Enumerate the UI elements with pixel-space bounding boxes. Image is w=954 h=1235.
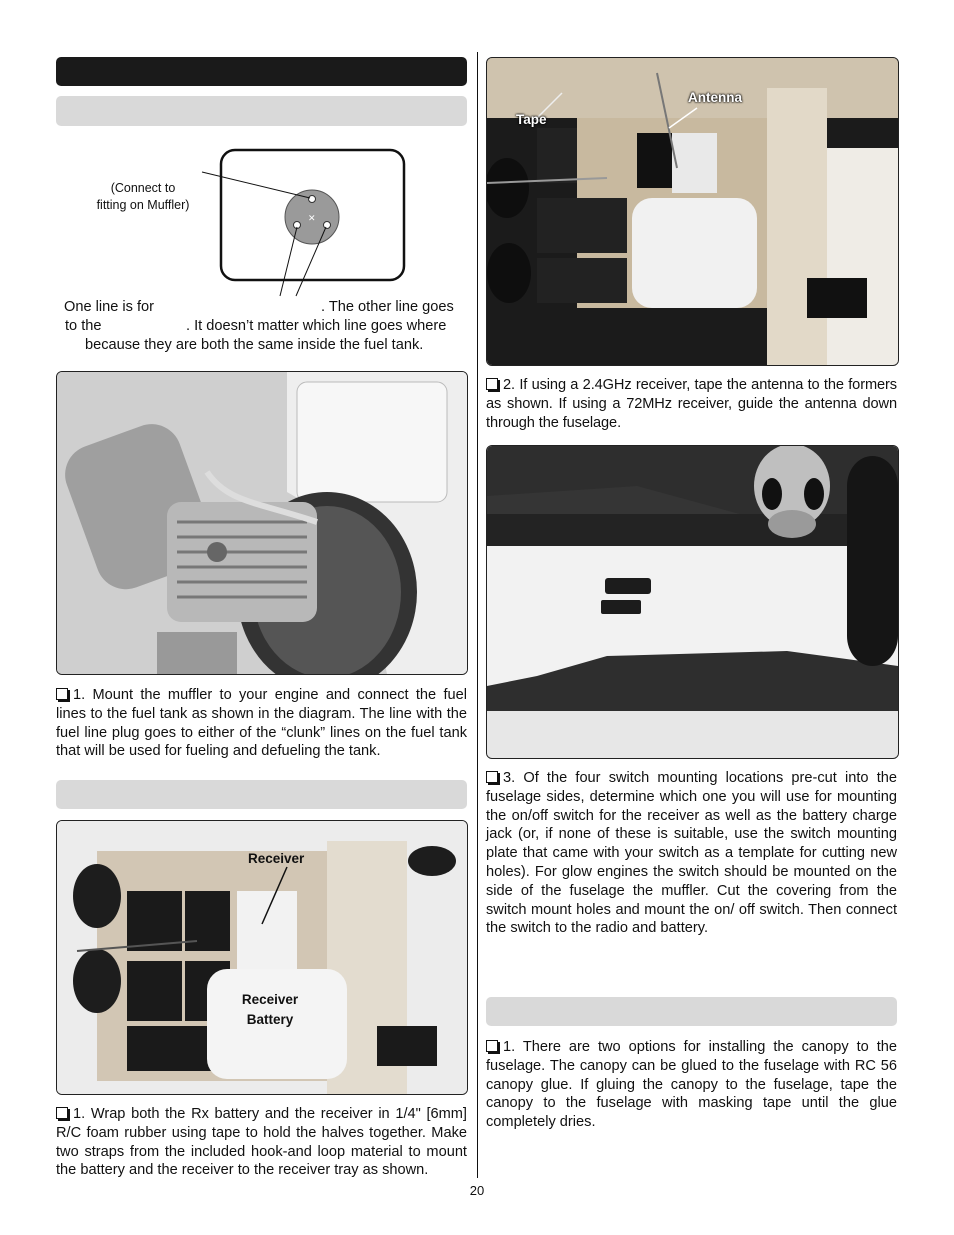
step-switch-text	[486, 769, 897, 938]
step-switch-body-2: For glow engines the switch should be mounted on the side of the fuselage	[486, 863, 897, 899]
subsection-header-bar-canopy	[486, 997, 897, 1026]
step-switch-body-3: the muffler. Cut the covering from the switch mount holes and mount the on/ off switch. Then connect the switch to the radio and battery.	[486, 882, 897, 937]
diagram-caption-line3: because they are both the same inside the fuel tank.	[85, 337, 424, 353]
engine-muffler-illustration	[57, 372, 467, 674]
step-muffler-text	[56, 686, 467, 761]
section-header-bar-top	[56, 57, 467, 86]
muffler-connect-label-line2: fitting on Muffler)	[96, 198, 190, 212]
diagram-caption	[56, 298, 467, 355]
diagram-caption-line2	[56, 317, 467, 336]
muffler-connect-label	[80, 180, 206, 214]
caption-line2-end: . It doesn’t matter which line goes where	[186, 318, 447, 334]
checkbox-muffler[interactable]	[56, 688, 68, 700]
engine-muffler-photo	[56, 371, 468, 675]
caption-line2-start: to the	[65, 318, 102, 334]
checkbox-antenna[interactable]	[486, 378, 498, 390]
step-canopy-text	[486, 1038, 897, 1132]
photo-label-antenna: Antenna	[688, 90, 742, 105]
switch-fuselage-illustration	[487, 446, 898, 758]
checkbox-switch[interactable]	[486, 771, 498, 783]
photo-label-tape: Tape	[516, 112, 547, 127]
step-canopy-body: 1. There are two options for installing the canopy to the fuselage. The canopy can be glued to the fuselage with RC 56 canopy glue. If gluing the canopy to the fuselage, tape the canopy to the fuselage with masking tape until the glue completely dries.	[486, 1039, 897, 1131]
checkbox-canopy[interactable]	[486, 1040, 498, 1052]
step-antenna-text	[486, 376, 897, 432]
step-antenna-body: 2. If using a 2.4GHz receiver, tape the antenna to the formers as shown. If using a 72MHz receiver, guide the antenna down through the fuselage.	[486, 377, 897, 431]
caption-line1-start: One line is for	[64, 299, 155, 315]
fuel-tank-diagram	[60, 145, 460, 300]
step-wrap-body: 1. Wrap both the Rx battery and the receiver in 1/4" [6mm] R/C foam rubber using tape to hold the halves together. Make two straps from the included hook-and loop material to mount the battery and the receiver to the receiver tray as shown.	[56, 1106, 467, 1179]
diagram-caption-line1	[56, 298, 467, 317]
step-wrap-text	[56, 1105, 467, 1180]
step-switch-body-1: 3. Of the four switch mounting locations pre-cut into the fuselage sides, determine which one you will use for mounting the on/off switch for the receiver as well as the battery charge jack (or, if none of these is suitable, use the switch mounting plate that came with your switch as a template for cutting new holes).	[486, 770, 897, 880]
column-divider	[477, 52, 478, 1178]
step-muffler-body: 1. Mount the muffler to your engine and connect the fuel lines to the fuel tank as shown in the diagram. The line with the fuel line plug goes to either of the “clunk” lines on the fuel tank that will be used for fueling and defueling the tank.	[56, 687, 467, 760]
photo-label-receiver-battery	[230, 990, 310, 1030]
muffler-connect-label-line1: (Connect to	[110, 181, 176, 195]
subsection-header-bar-radio	[56, 780, 467, 809]
fuel-tank-diagram-graphic	[60, 145, 460, 300]
photo-label-receiver-battery-line1: Receiver	[241, 992, 299, 1007]
svg-text:✕: ✕	[308, 214, 316, 224]
subsection-header-bar-fuel	[56, 96, 467, 126]
photo-label-receiver-battery-line2: Battery	[246, 1012, 294, 1027]
switch-fuselage-photo	[486, 445, 899, 759]
checkbox-wrap[interactable]	[56, 1107, 68, 1119]
caption-line1-end: . The other line goes	[321, 299, 454, 315]
page-number: 20	[469, 1183, 485, 1198]
photo-label-receiver: Receiver	[248, 851, 305, 866]
